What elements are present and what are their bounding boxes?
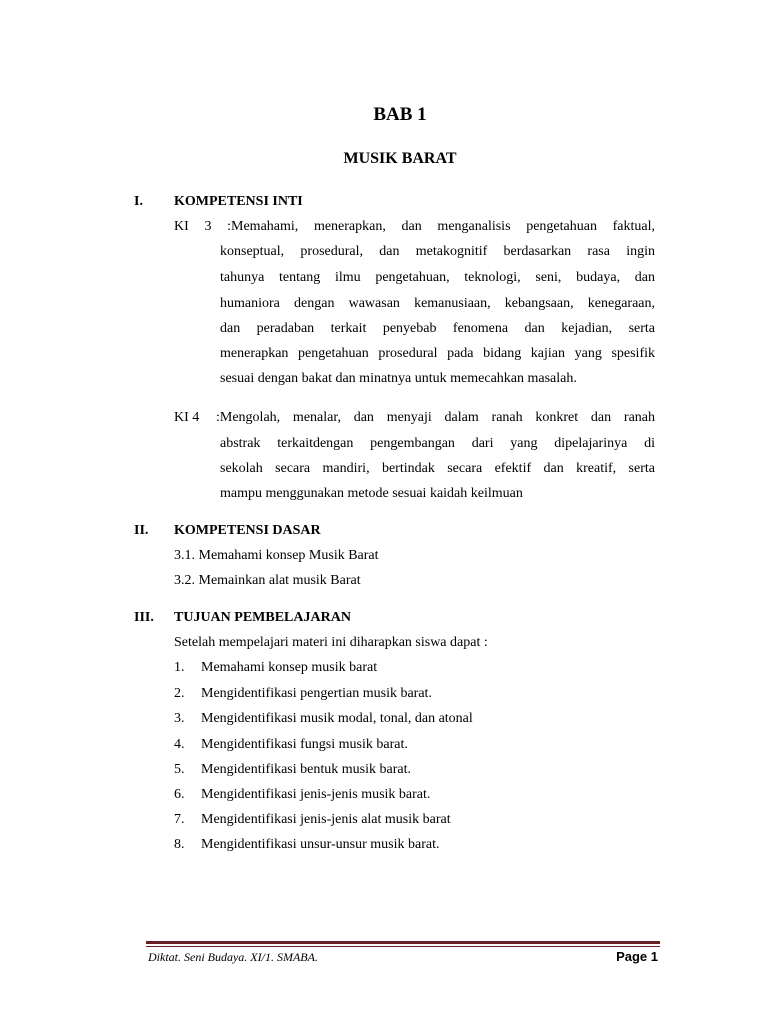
section-number: II.	[134, 523, 149, 538]
ki3-line: dan peradaban terkait penyebab fenomena dan kejadian, serta	[220, 321, 655, 336]
ki4-line: sekolah secara mandiri, bertindak secara efektif dan kreatif, serta	[220, 461, 655, 476]
list-text: Mengidentifikasi pengertian musik barat.	[201, 686, 432, 701]
list-number: 8.	[174, 837, 185, 852]
list-number: 3.	[174, 711, 185, 726]
ki3-line: KI 3 :Memahami, menerapkan, dan menganalisis pengetahuan faktual,	[174, 219, 655, 234]
list-item	[174, 660, 377, 676]
section-title: TUJUAN PEMBELAJARAN	[174, 610, 351, 625]
footer-divider	[146, 946, 660, 947]
ki4-line: abstrak terkaitdengan pengembangan dari yang dipelajarinya di	[220, 436, 655, 451]
ki3-line: tahunya tentang ilmu pengetahuan, teknologi, seni, budaya, dan	[220, 270, 655, 285]
ki3-line: humaniora dengan wawasan kemanusiaan, kebangsaan, kenegaraan,	[220, 296, 655, 311]
ki3-line: konseptual, prosedural, dan metakognitif berdasarkan rasa ingin	[220, 244, 655, 259]
list-number: 2.	[174, 686, 185, 701]
chapter-heading: BAB 1	[373, 104, 427, 125]
ki3-line: menerapkan pengetahuan prosedural pada bidang kajian yang spesifik	[220, 346, 655, 361]
chapter-subtitle: MUSIK BARAT	[343, 150, 457, 167]
section-title: KOMPETENSI DASAR	[174, 523, 321, 538]
list-item	[174, 762, 411, 778]
list-item: 3.1. Memahami konsep Musik Barat	[174, 548, 379, 563]
ki4-label: KI 4	[174, 410, 200, 425]
footer-divider	[146, 941, 660, 944]
list-number: 1.	[174, 660, 185, 675]
section-number: I.	[134, 194, 143, 209]
ki3-line: sesuai dengan bakat dan minatnya untuk memecahkan masalah.	[220, 371, 577, 386]
ki4-line: :Mengolah, menalar, dan menyaji dalam ranah konkret dan ranah	[216, 410, 655, 425]
list-text: Mengidentifikasi unsur-unsur musik barat.	[201, 837, 440, 852]
list-item	[174, 737, 408, 753]
list-item	[174, 812, 451, 828]
list-text: Mengidentifikasi musik modal, tonal, dan atonal	[201, 711, 473, 726]
list-text: Memahami konsep musik barat	[201, 660, 378, 675]
ki4-line: mampu menggunakan metode sesuai kaidah keilmuan	[220, 486, 523, 501]
list-number: 7.	[174, 812, 185, 827]
list-text: Mengidentifikasi jenis-jenis alat musik barat	[201, 812, 451, 827]
list-number: 4.	[174, 737, 185, 752]
list-item	[174, 837, 439, 853]
list-item	[174, 787, 430, 803]
list-item	[174, 686, 432, 702]
list-text: Mengidentifikasi bentuk musik barat.	[201, 762, 411, 777]
list-text: Mengidentifikasi fungsi musik barat.	[201, 737, 408, 752]
list-text: Mengidentifikasi jenis-jenis musik barat.	[201, 787, 431, 802]
intro-text: Setelah mempelajari materi ini diharapkan siswa dapat :	[174, 635, 488, 650]
list-item	[174, 711, 473, 727]
section-title: KOMPETENSI INTI	[174, 194, 303, 209]
section-number: III.	[134, 610, 154, 625]
list-number: 6.	[174, 787, 185, 802]
list-number: 5.	[174, 762, 185, 777]
list-item: 3.2. Memainkan alat musik Barat	[174, 573, 361, 588]
footer-text: Diktat. Seni Budaya. XI/1. SMABA.	[148, 950, 318, 964]
page-number: Page 1	[616, 949, 658, 964]
